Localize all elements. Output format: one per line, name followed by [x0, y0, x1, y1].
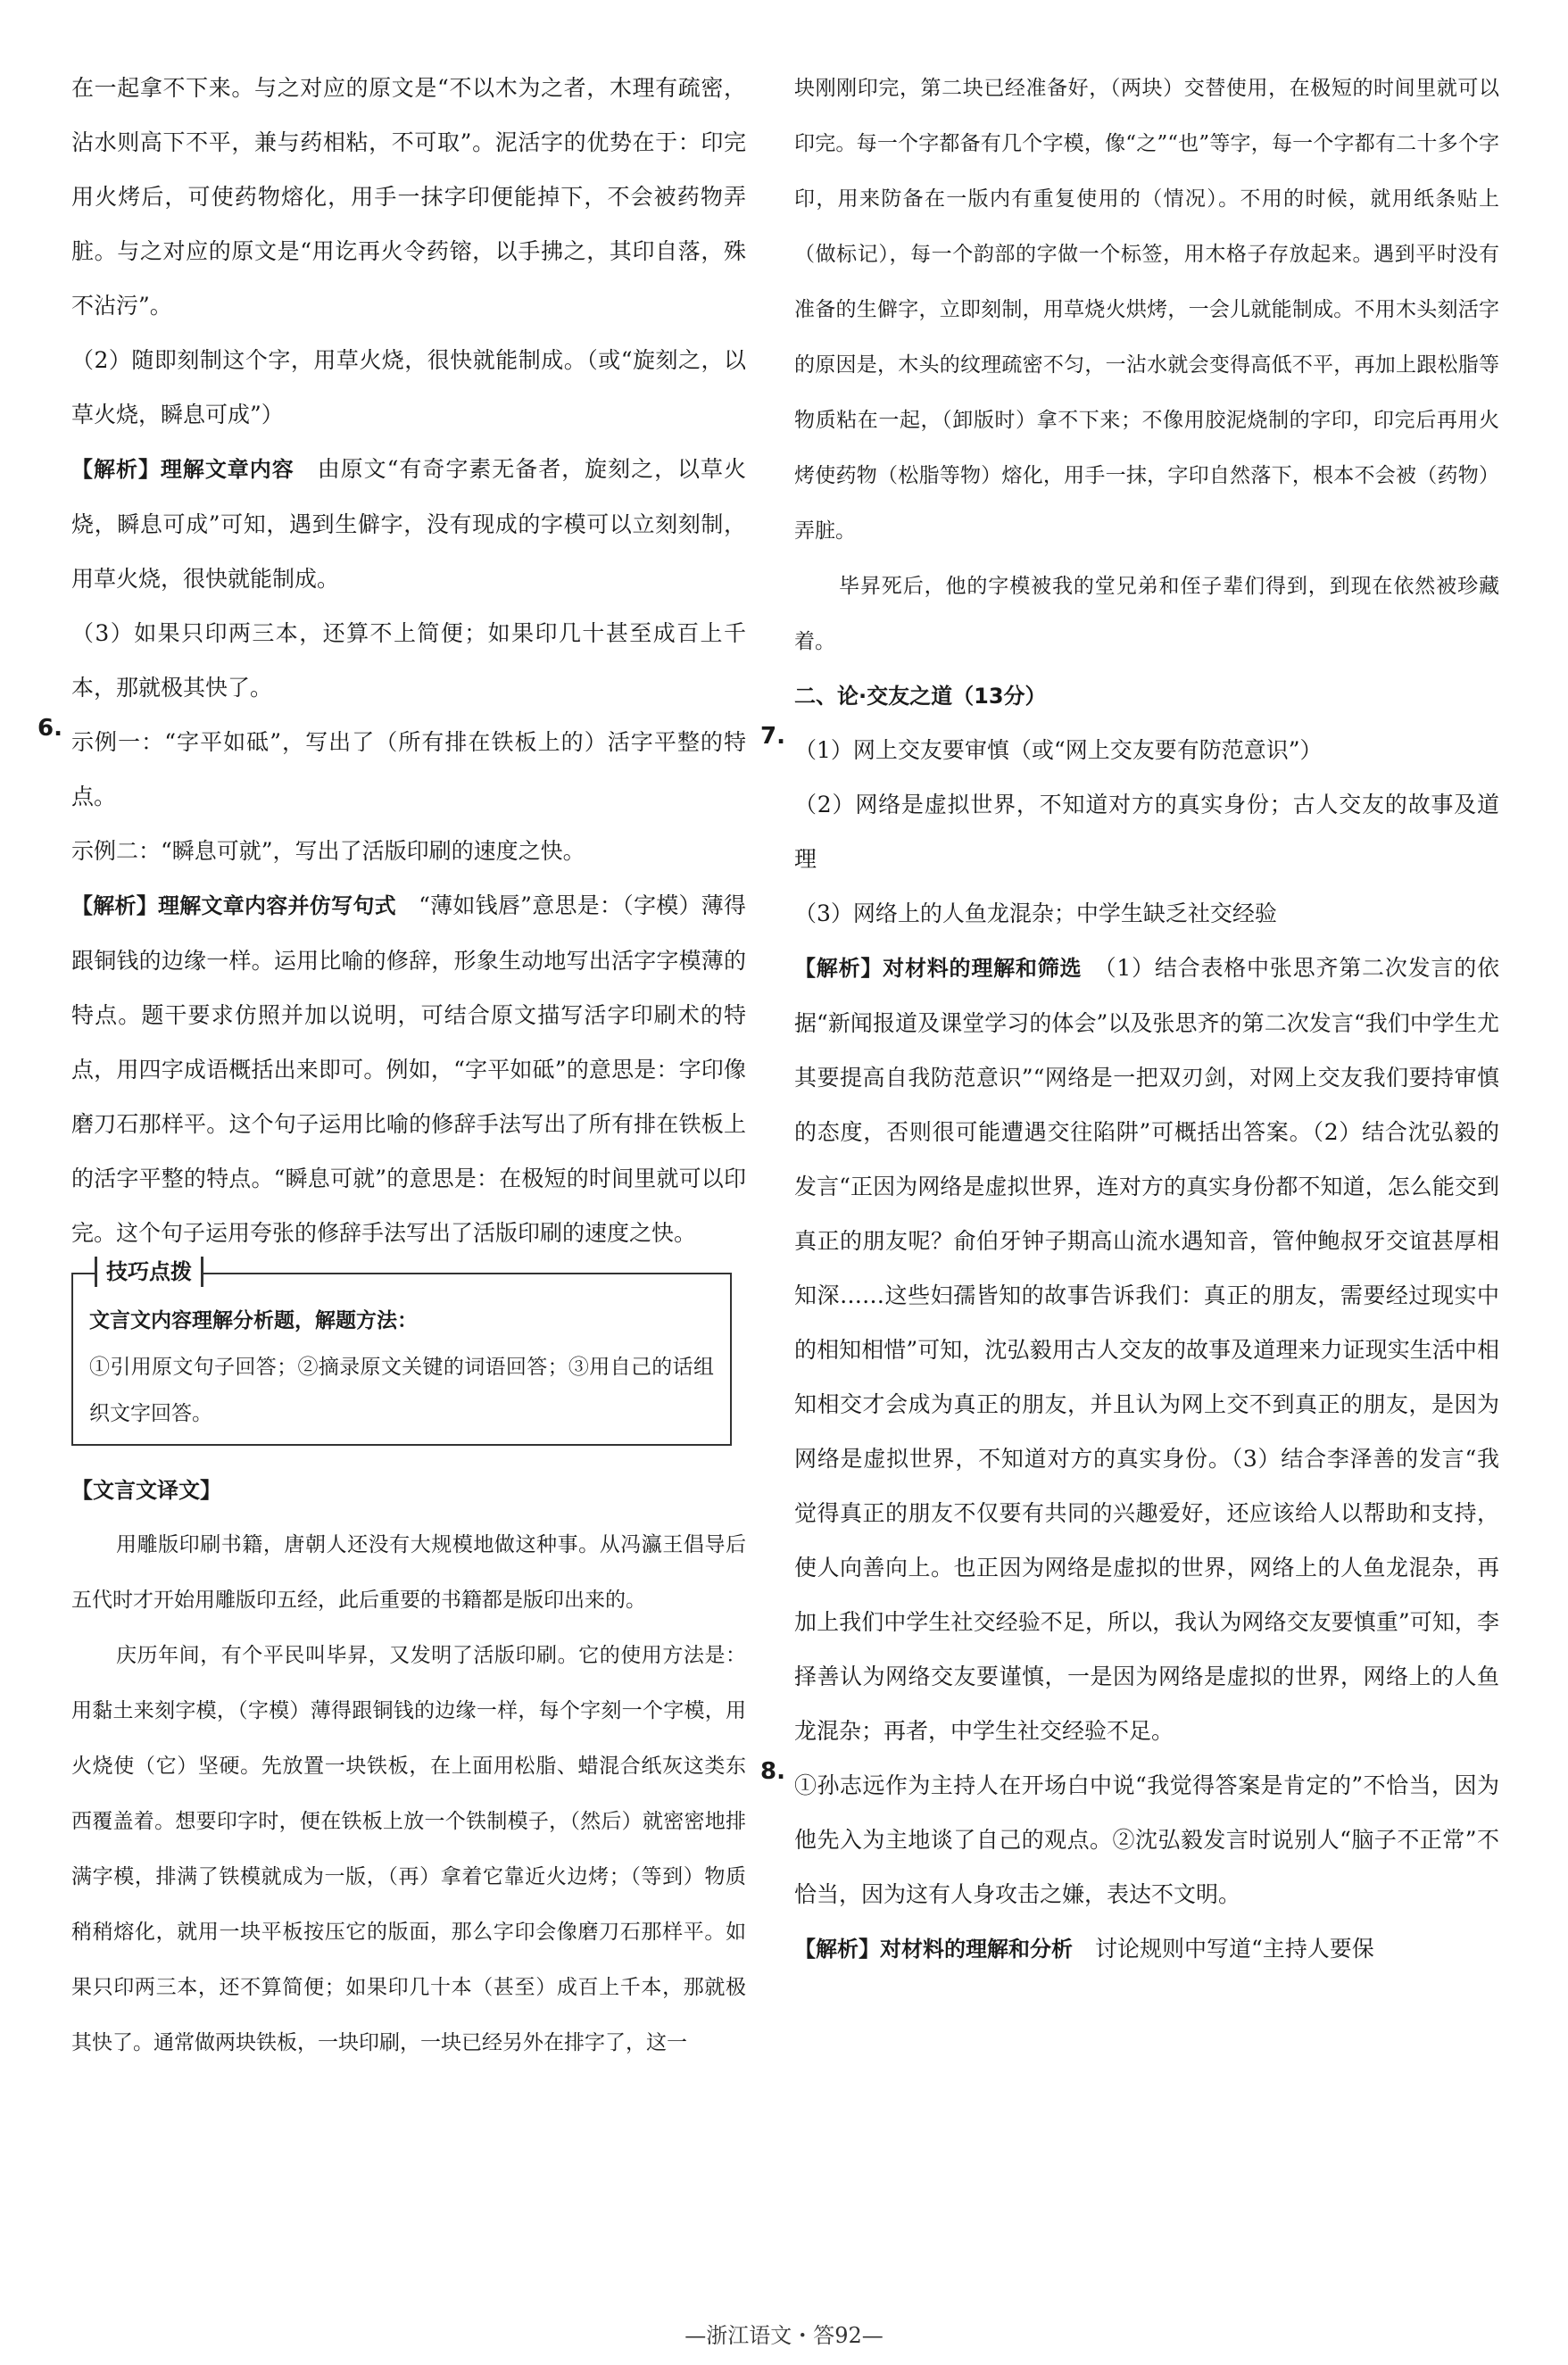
tip-title: 技巧点拨: [95, 1257, 203, 1287]
answer-item-3: （3）如果只印两三本，还算不上简便；如果印几十甚至成百上千本，那就极其快了。: [71, 620, 746, 701]
q6-analysis: [71, 878, 746, 1260]
answer-paragraph: 在一起拿不下来。与之对应的原文是“不以木为之者，木理有疏密，沾水则高下不平，兼与药相粘，不可取”。泥活字的优势在于：印完用火烤后，可使药物熔化，用手一抹字印便能掉下，不会被药物弄脏。与之对应的原文是“用讫再火令药镕，以手拂之，其印自落，殊不沾污”。: [71, 75, 746, 319]
analysis-paragraph: [71, 442, 746, 606]
question-number: 8.: [760, 1758, 785, 1785]
q6-example-2: 示例二：“瞬息可就”，写出了活版印刷的速度之快。: [71, 838, 585, 864]
question-6: [37, 715, 746, 824]
question-number: 7.: [760, 723, 785, 750]
translation-continued: 块刚刚印完，第二块已经准备好，（两块）交替使用，在极短的时间里就可以印完。每一个字都备有几个字模，像“之”“也”等字，每一个字都有二十多个字印，用来防备在一版内有重复使用的（情况）。不用的时候，就用纸条贴上（做标记），每一个韵部的字做一个标签，用木格子存放起来。遇到平时没有准备的生僻字，立即刻制，用草烧火烘烤，一会儿就能制成。不用木头刻活字的原因是，木头的纹理疏密不匀，一沾水就会变得高低不平，再加上跟松脂等物质粘在一起，（卸版时）拿不下来；不像用胶泥烧制的字印，印完后再用火烤使药物（松脂等物）熔化，用手一抹，字印自然落下，根本不会被（药物）弄脏。: [794, 77, 1499, 543]
tip-body: [89, 1298, 714, 1437]
q8-analysis: [794, 1921, 1499, 1977]
q7-answer-1: （1）网上交友要审慎（或“网上交友要有防范意识”）: [794, 737, 1323, 763]
translation-heading: 【文言文译文】: [71, 1478, 221, 1503]
question-8: [760, 1758, 1499, 1921]
analysis-tag: 【解析】理解文章内容: [71, 457, 295, 482]
tip-box: [71, 1259, 732, 1446]
analysis-tag: 【解析】理解文章内容并仿写句式: [71, 893, 396, 918]
question-7: [760, 723, 1499, 777]
page-footer: —浙江语文・答92—: [684, 2323, 884, 2348]
translation-paragraph: 庆历年间，有个平民叫毕昇，又发明了活版印刷。它的使用方法是：用黏土来刻字模，（字模）薄得跟铜钱的边缘一样，每个字刻一个字模，用火烧使（它）坚硬。先放置一块铁板，在上面用松脂、蜡混合纸灰这类东西覆盖着。想要印字时，便在铁板上放一个铁制模子，（然后）就密密地排满字模，排满了铁模就成为一版，（再）拿着它靠近火边烤；（等到）物质稍稍熔化，就用一块平板按压它的版面，那么字印会像磨刀石那样平。如果只印两三本，还不算简便；如果印几十本（甚至）成百上千本，那就极其快了。通常做两块铁板，一块印刷，一块已经另外在排字了，这一: [71, 1644, 746, 2054]
analysis-text: 由原文“有奇字素无备者，旋刻之，以草火烧，瞬息可成”可知，遇到生僻字，没有现成的字模可以立刻刻制，用草火烧，很快就能制成。: [71, 456, 746, 592]
section-heading: 二、论·交友之道（13分）: [794, 684, 1047, 709]
q6-example-1: 示例一：“字平如砥”，写出了（所有排在铁板上的）活字平整的特点。: [71, 729, 746, 809]
q7-answer-3: （3）网络上的人鱼龙混杂；中学生缺乏社交经验: [794, 900, 1277, 926]
left-column: [37, 61, 746, 2070]
answer-item-2: （2）随即刻制这个字，用草火烧，很快就能制成。（或“旋刻之，以草火烧，瞬息可成”）: [71, 347, 746, 427]
translation-paragraph: 用雕版印刷书籍，唐朝人还没有大规模地做这种事。从冯瀛王倡导后五代时才开始用雕版印五经，此后重要的书籍都是版印出来的。: [71, 1533, 746, 1612]
analysis-tag: 【解析】对材料的理解和筛选: [794, 956, 1083, 981]
tip-text: ①引用原文句子回答；②摘录原文关键的词语回答；③用自己的话组织文字回答。: [89, 1356, 714, 1425]
q8-answer: ①孙志远作为主持人在开场白中说“我觉得答案是肯定的”不恰当，因为他先入为主地谈了自己的观点。②沈弘毅发言时说别人“脑子不正常”不恰当，因为这有人身攻击之嫌，表达不文明。: [794, 1772, 1499, 1907]
tip-heading: 文言文内容理解分析题，解题方法：: [89, 1309, 418, 1332]
right-column: [760, 61, 1499, 1977]
q7-answer-2: （2）网络是虚拟世界，不知道对方的真实身份；古人交友的故事及道理: [794, 792, 1499, 872]
analysis-text: （1）结合表格中张思齐第二次发言的依据“新闻报道及课堂学习的体会”以及张思齐的第二次发言“我们中学生尤其要提高自我防范意识”“网络是一把双刃剑，对网上交友我们要持审慎的态度，否则很可能遭遇交往陷阱”可概括出答案。（2）结合沈弘毅的发言“正因为网络是虚拟世界，连对方的真实身份都不知道，怎么能交到真正的朋友呢？俞伯牙钟子期高山流水遇知音，管仲鲍叔牙交谊甚厚相知深……这些妇孺皆知的故事告诉我们：真正的朋友，需要经过现实中的相知相惜”可知，沈弘毅用古人交友的故事及道理来力证现实生活中相知相交才会成为真正的朋友，并且认为网上交不到真正的朋友，是因为网络是虚拟世界，不知道对方的真实身份。（3）结合李泽善的发言“我觉得真正的朋友不仅要有共同的兴趣爱好，还应该给人以帮助和支持，使人向善向上。也正因为网络是虚拟的世界，网络上的人鱼龙混杂，再加上我们中学生社交经验不足，所以，我认为网络交友要慎重”可知，李择善认为网络交友要谨慎，一是因为网络是虚拟的世界，网络上的人鱼龙混杂；再者，中学生社交经验不足。: [794, 955, 1499, 1744]
analysis-text: “薄如钱唇”意思是：（字模）薄得跟铜钱的边缘一样。运用比喻的修辞，形象生动地写出活字字模薄的特点。题干要求仿照并加以说明，可结合原文描写活字印刷术的特点，用四字成语概括出来即可。例如，“字平如砥”的意思是：字印像磨刀石那样平。这个句子运用比喻的修辞手法写出了所有排在铁板上的活字平整的特点。“瞬息可就”的意思是：在极短的时间里就可以印完。这个句子运用夸张的修辞手法写出了活版印刷的速度之快。: [71, 892, 746, 1246]
analysis-text: 讨论规则中写道“主持人要保: [1073, 1936, 1374, 1962]
question-number: 6.: [37, 715, 62, 742]
translation-ending: 毕昇死后，他的字模被我的堂兄弟和侄子辈们得到，到现在依然被珍藏着。: [794, 575, 1499, 653]
q7-analysis: [794, 941, 1499, 1758]
analysis-tag: 【解析】对材料的理解和分析: [794, 1937, 1073, 1962]
